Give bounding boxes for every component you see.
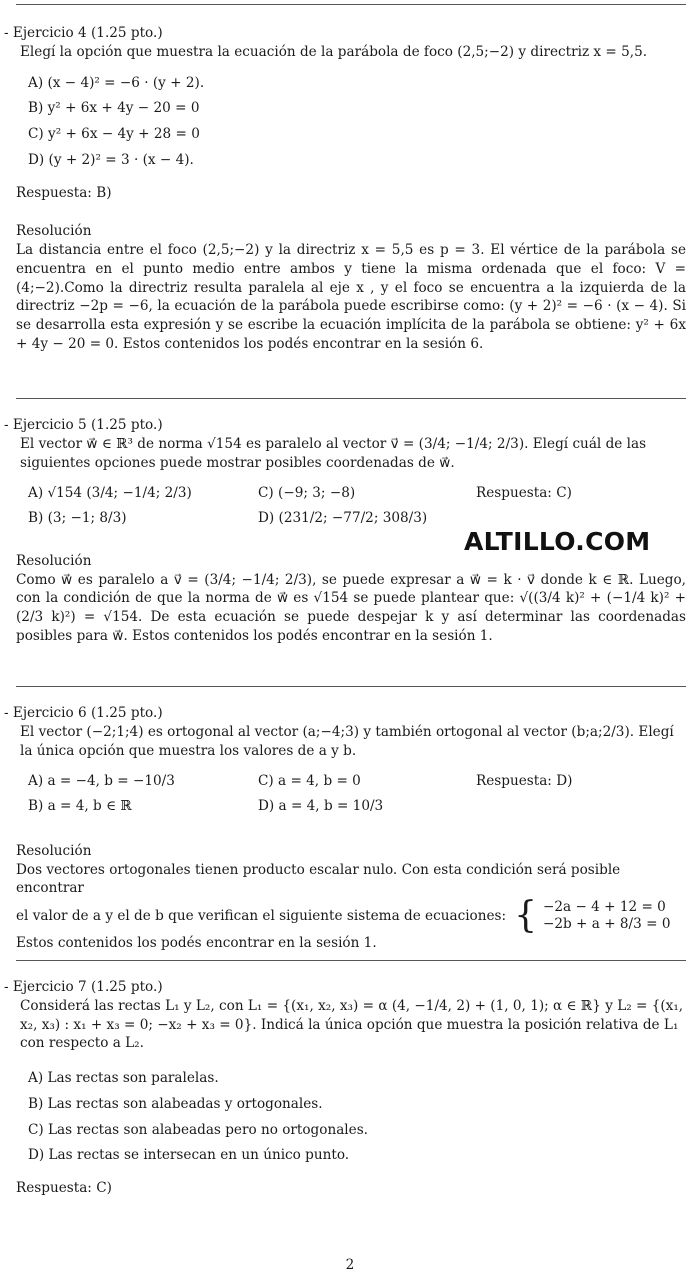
option-d: D) (231/2; −77/2; 308/3) bbox=[258, 510, 428, 526]
option-c: C) a = 4, b = 0 bbox=[258, 773, 361, 790]
exercise-title: - Ejercicio 6 (1.25 pto.) bbox=[4, 705, 163, 721]
divider bbox=[16, 686, 686, 687]
answer: Respuesta: B) bbox=[16, 184, 112, 201]
options-list bbox=[28, 74, 686, 170]
options-grid bbox=[28, 772, 686, 816]
exercise-title: - Ejercicio 7 (1.25 pto.) bbox=[4, 979, 163, 995]
equation-2: −2b + a + 8/3 = 0 bbox=[543, 916, 671, 932]
resolution-title: Resolución bbox=[16, 223, 92, 240]
top-divider bbox=[16, 4, 686, 5]
resolution-title: Resolución bbox=[16, 552, 92, 569]
brace-icon: { bbox=[514, 895, 537, 936]
options-list bbox=[28, 1069, 686, 1165]
option-c: C) Las rectas son alabeadas pero no ortogonales. bbox=[28, 1121, 368, 1138]
option-c: C) (−9; 3; −8) bbox=[258, 485, 356, 502]
option-b: B) (3; −1; 8/3) bbox=[28, 510, 127, 526]
option-d: D) Las rectas se intersecan en un único punto. bbox=[28, 1147, 350, 1164]
options-grid bbox=[28, 484, 686, 528]
exercise-statement: Elegí la opción que muestra la ecuación de la parábola de foco (2,5;−2) y directriz x = 5,5. bbox=[20, 43, 648, 60]
resolution-line: Dos vectores ortogonales tienen producto escalar nulo. Con esta condición será posible encontrar bbox=[16, 861, 621, 897]
option-d: D) a = 4, b = 10/3 bbox=[258, 798, 384, 814]
exercise-statement: Considerá las rectas L₁ y L₂, con L₁ = {(x₁, x₂, x₃) = α (4, −1/4, 2) + (1, 0, 1); α ∈ ℝ} y L₂ = {(x₁, x₂, x₃) : x₁ + x₃ = 0; −x₂ + x₃ = 0}. Indicá la única opción que muestra la posición relativa de L₁ con respecto a L₂. bbox=[20, 997, 684, 1052]
answer: Respuesta: C) bbox=[476, 485, 572, 502]
exercise-7 bbox=[4, 978, 686, 1198]
option-b: B) a = 4, b ∈ ℝ bbox=[28, 798, 132, 814]
option-b: B) Las rectas son alabeadas y ortogonales. bbox=[28, 1095, 323, 1112]
exercise-6 bbox=[4, 704, 686, 953]
exercise-4 bbox=[4, 24, 686, 354]
option-c: C) y² + 6x − 4y + 28 = 0 bbox=[28, 126, 200, 142]
resolution-text: La distancia entre el foco (2,5;−2) y la directriz x = 5,5 es p = 3. El vértice de la parábola se encuentra en el punto medio entre ambos y tiene la misma ordenada que el foco: V = (4;−2).Como la directriz resulta paralela al eje x , y el foco se encuentra a la izquierda de la directriz −2p = −6, la ecuación de la parábola puede escribirse como: (y + 2)² = −6 · (x − 4). Si se desarrolla esta expresión y se escribe la ecuación implícita de la parábola se obtiene: y² + 6x + 4y − 20 = 0. Estos contenidos los podés encontrar en la sesión 6. bbox=[16, 242, 686, 352]
equation-system bbox=[543, 899, 670, 933]
resolution-title: Resolución bbox=[16, 842, 92, 859]
equation-row bbox=[16, 895, 686, 936]
exercise-statement: El vector (−2;1;4) es ortogonal al vector (a;−4;3) y también ortogonal al vector (b;a;2/3). Elegí la única opción que muestra los valores de a y b. bbox=[20, 723, 674, 759]
answer: Respuesta: C) bbox=[16, 1180, 112, 1196]
resolution-line: Estos contenidos los podés encontrar en la sesión 1. bbox=[16, 935, 377, 951]
divider bbox=[16, 398, 686, 399]
equation-1: −2a − 4 + 12 = 0 bbox=[543, 899, 666, 916]
exercise-title: - Ejercicio 4 (1.25 pto.) bbox=[4, 25, 163, 41]
option-d: D) (y + 2)² = 3 · (x − 4). bbox=[28, 151, 194, 168]
resolution-line: el valor de a y el de b que verifican el siguiente sistema de ecuaciones: bbox=[16, 907, 507, 924]
option-a: A) √154 (3/4; −1/4; 2/3) bbox=[28, 485, 192, 502]
watermark-logo: ALTILLO.COM bbox=[464, 527, 651, 556]
option-a: A) a = −4, b = −10/3 bbox=[28, 773, 175, 790]
exercise-title: - Ejercicio 5 (1.25 pto.) bbox=[4, 417, 163, 433]
resolution-text: Como w⃗ es paralelo a v⃗ = (3/4; −1/4; 2/3), se puede expresar a w⃗ = k · v⃗ donde k ∈ ℝ. Luego, con la condición de que la norma de w⃗ es √154 se puede plantear que: √((3/4 k)² + (−1/4 k)² + (2/3 k)²) = √154. De esta ecuación se puede despejar k y así determinar las coordenadas posibles para w⃗. Estos contenidos los podés encontrar en la sesión 1. bbox=[16, 571, 686, 644]
option-a: A) Las rectas son paralelas. bbox=[28, 1070, 219, 1086]
option-a: A) (x − 4)² = −6 · (y + 2). bbox=[28, 74, 205, 91]
answer: Respuesta: D) bbox=[476, 773, 573, 790]
exercise-statement: El vector w⃗ ∈ ℝ³ de norma √154 es paralelo al vector v⃗ = (3/4; −1/4; 2/3). Elegí cuál de las siguientes opciones puede mostrar posibles coordenadas de w⃗. bbox=[20, 435, 647, 471]
page-number: 2 bbox=[345, 1257, 355, 1273]
divider bbox=[16, 960, 686, 961]
option-b: B) y² + 6x + 4y − 20 = 0 bbox=[28, 100, 200, 117]
